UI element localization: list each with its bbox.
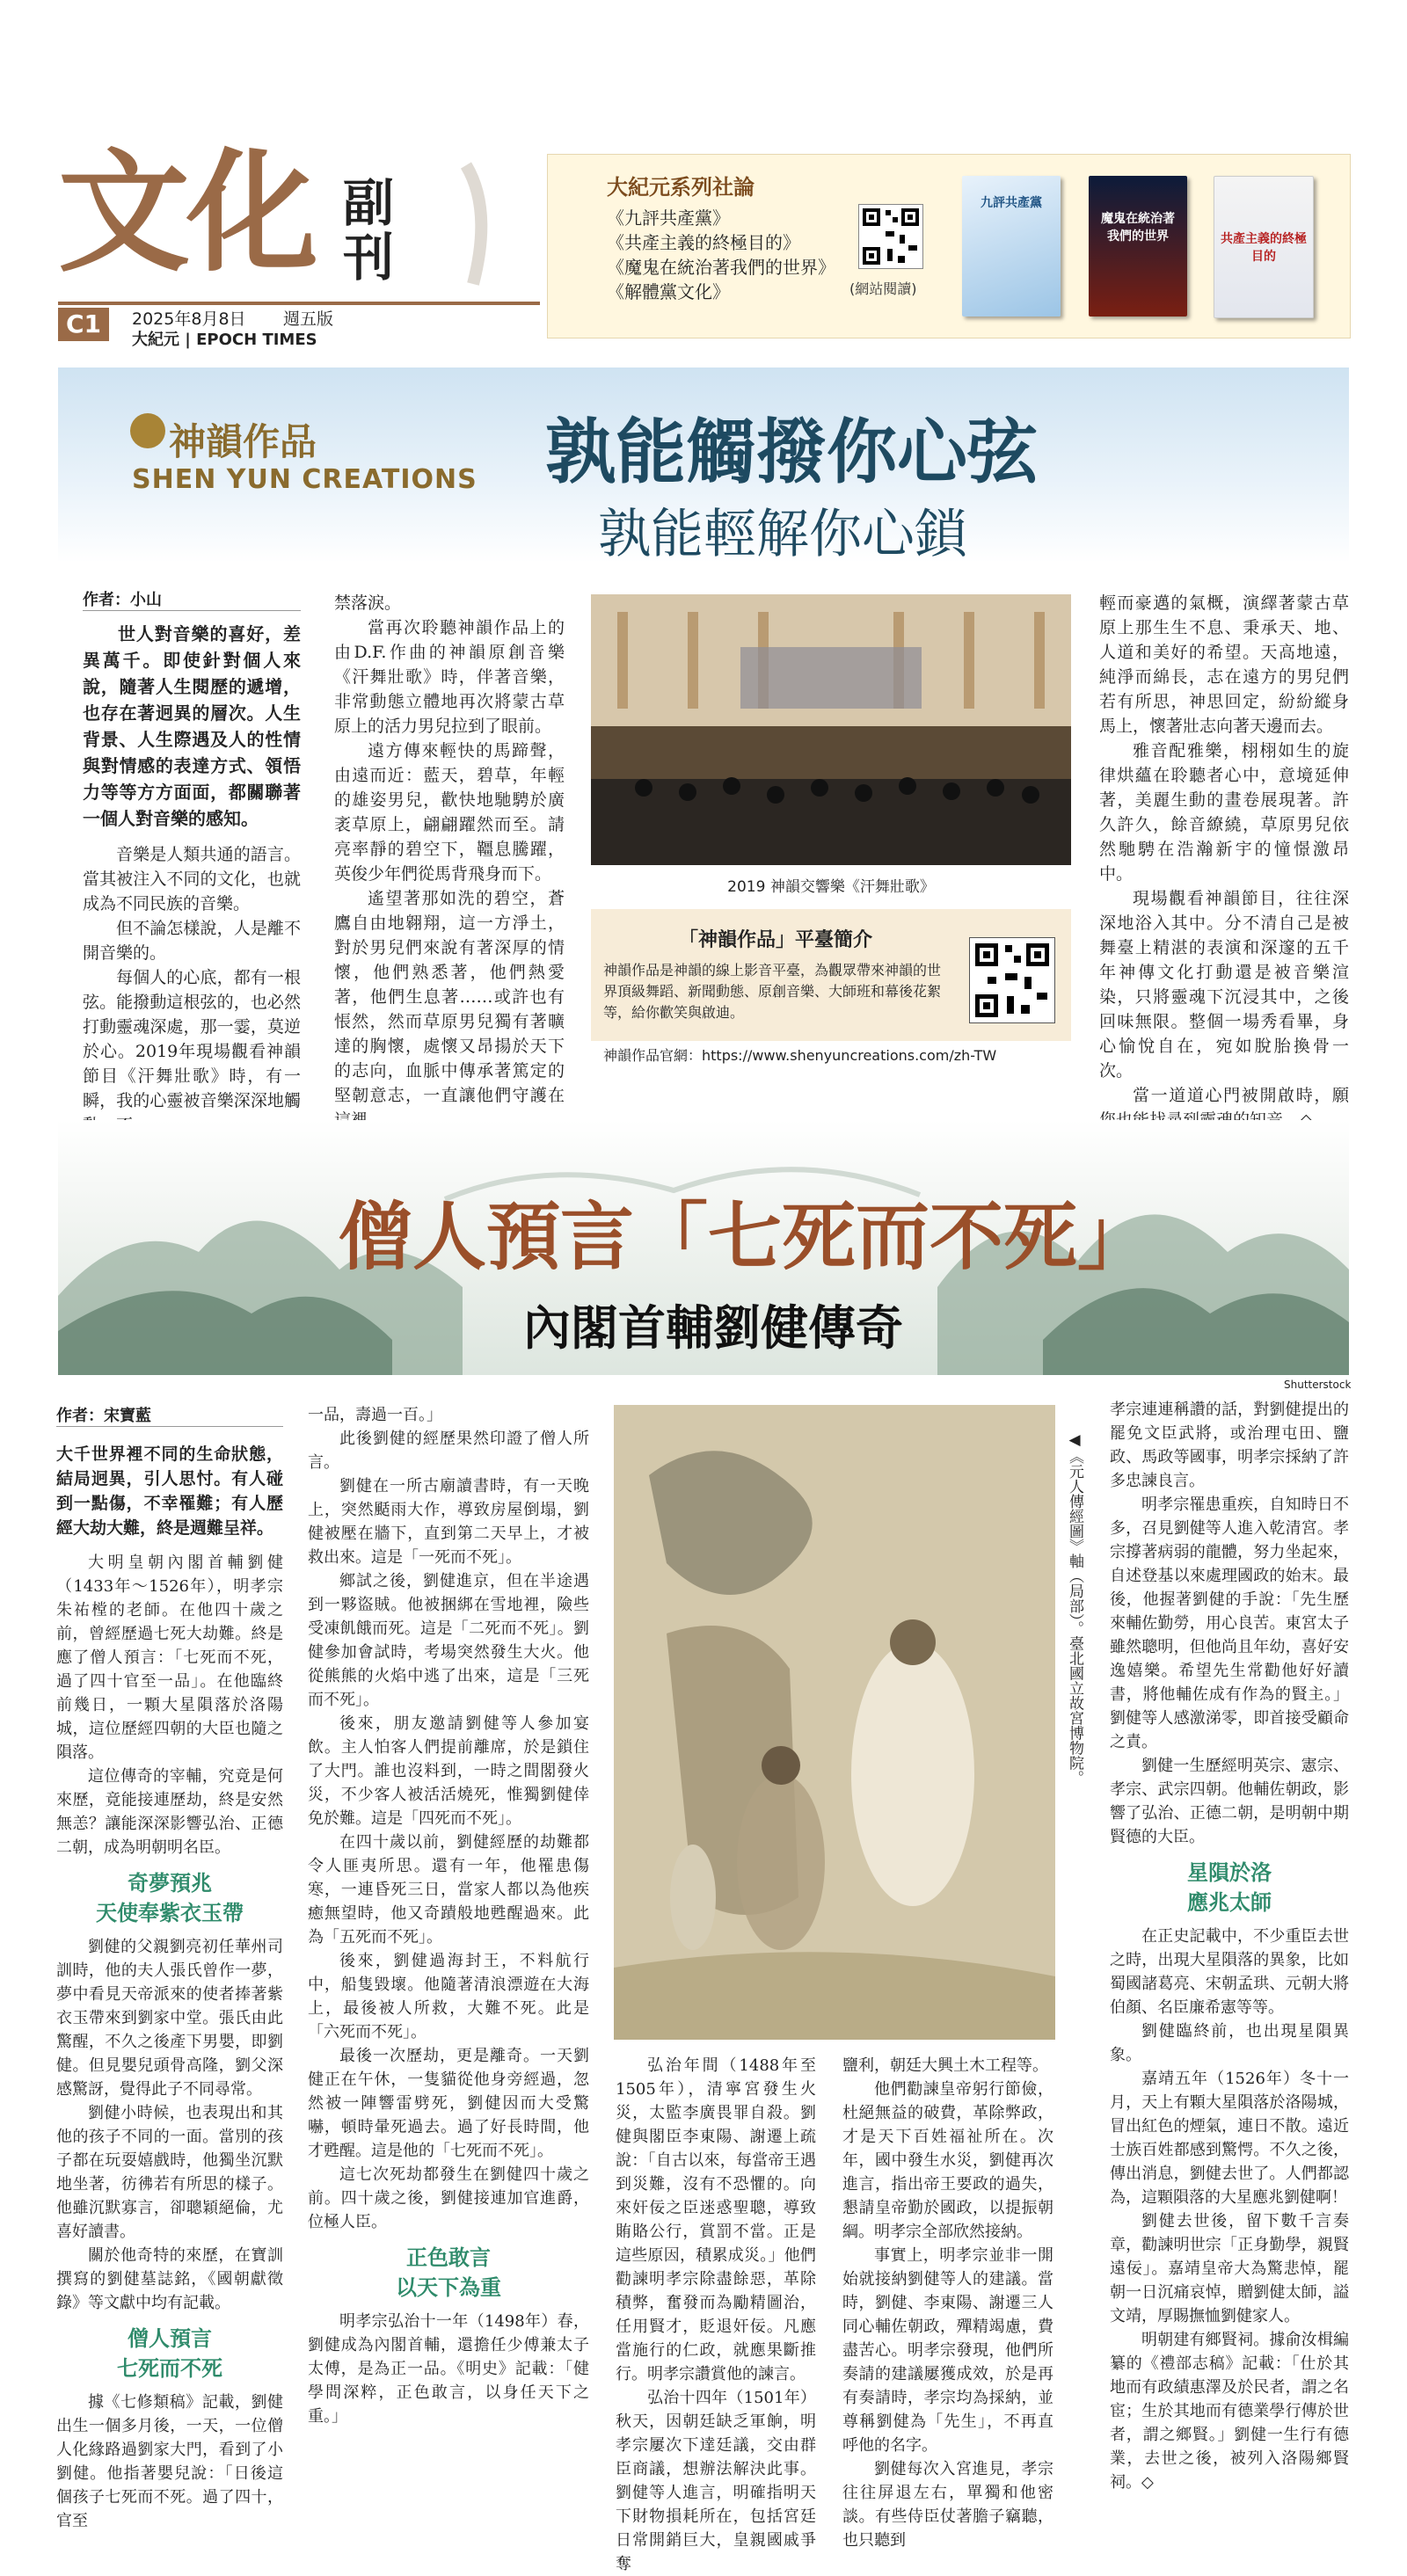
paragraph: 事實上，明孝宗並非一開始就接納劉健等人的建議。當時，劉健、李東陽、謝遷三人同心輔佐朝政，殫精竭慮，費盡苦心。明孝宗發現，他們所奏請的建議屢獲成效，於是再有奏請時，孝宗均為採納，並尊稱劉健為「先生」，不再直呼他的名字。 <box>842 2246 1053 2455</box>
subheading-line: 應兆太師 <box>1187 1890 1272 1915</box>
paragraph: 明孝宗弘治十一年（1498年）春，劉健成為內閣首輔，還擔任少傅兼太子太傅，是為正一品。《明史》記載：「健學問深粹，正色敢言，以身任天下之重。」 <box>308 2312 589 2426</box>
byline: 作者：小山 <box>83 591 162 609</box>
subheading-line: 七死而不死 <box>117 2356 222 2381</box>
painting-caption: ◀《元人傳經圖》軸（局部）。臺北國立故宮博物院。 <box>1066 1431 1083 1786</box>
section-subheading <box>1110 1858 1349 1917</box>
paragraph: 劉健一生歷經明英宗、憲宗、孝宗、武宗四朝。他輔佐朝政，影響了弘治、正德二朝，是明朝中期賢德的大臣。 <box>1110 1757 1349 1846</box>
ad-title: 大紀元系列社論 <box>607 175 755 200</box>
paragraph: 當一道道心門被開啟時，願 <box>1133 1086 1349 1105</box>
shenyun-headline: 孰能觸撥你心弦 <box>545 411 1038 493</box>
section-subheading <box>56 2324 283 2383</box>
article-column <box>1110 1398 1349 2494</box>
info-title: 「神韻作品」平臺簡介 <box>678 929 872 951</box>
paragraph: 現場觀看神韻節目，往往深深地浴入其中。分不清自己是被舞臺上精湛的表演和深邃的五千年神傳文化打動還是被音樂渲染，只將靈魂下沉浸其中，之後回味無限。整個一場秀看畢，身心愉悅自在，宛如脫胎換骨一次。 <box>1099 889 1349 1081</box>
paragraph: 每個人的心底，都有一根弦。能撥動這根弦的，也必然打動靈魂深處，那一霎，莫逆於心。2019年現場觀看神韻節目《汗舞壯歌》時，有一瞬，我的心靈被音樂深深地觸 <box>83 968 301 1110</box>
byline-rule <box>56 1426 283 1427</box>
article-column <box>1099 591 1349 1132</box>
article-column <box>308 1403 589 2428</box>
paper-name: 大紀元 | EPOCH TIMES <box>132 331 317 349</box>
paragraph: 雅音配雅樂，栩栩如生的旋律烘蘊在聆聽者心中，意境延伸著，美麗生動的畫卷展現著。許久許久，餘音繚繞，草原男兒依然馳騁在浩瀚新宇的憧憬激昂中。 <box>1099 741 1349 884</box>
paragraph: 弘治十四年（1501年）秋天，因朝廷缺乏軍餉，明孝宗屢次下達廷議，交由群臣商議，想辦法解決此事。劉健等人進言，明確指明天下財物損耗所在，包括宮廷日常開銷巨大，皇親國戚爭奪 <box>616 2389 816 2573</box>
paragraph: 最後一次歷劫，更是離奇。一天劉健正在午休，一隻貓從他身旁經過，忽然被一陣響雷劈死，劉健因而大受驚嚇，頓時暈死過去。過了好長時間，他才甦醒。這是他的「七死而不死」。 <box>308 2047 589 2160</box>
brush-stroke-decoration <box>457 156 501 288</box>
orchestra-photo <box>591 594 1071 865</box>
paragraph: 據《七修類稿》記載，劉健出生一個多月後，一天，一位僧人化緣路過劉家大門，看到了小劉健。他指著嬰兒說：「日後這個孩子七死而不死。過了四十，官至 <box>56 2393 283 2530</box>
issue-date: 2025年8月8日 <box>132 309 246 329</box>
paragraph: 後來，朋友邀請劉健等人參加宴飲。主人怕客人們提前離席，於是鎖住了大門。誰也沒料到，一時之間閣發火災，不少客人被活活燒死，惟獨劉健倖免於難。這是「四死而不死」。 <box>308 1714 589 1828</box>
paragraph: 明孝宗罹患重疾，自知時日不多，召見劉健等人進入乾清宮。孝宗撐著病弱的龍體，努力坐起來，自述登基以來處理國政的始末。最後，他握著劉健的手說：「先生歷來輔佐勤勞，用心良苦。東宮太子雖然聰明，但他尚且年幼，喜好安逸嬉樂。希望先生常勸他好好讀書，將他輔佐成有作為的賢主。」劉健等人感激涕零，即首接受顧命之責。 <box>1110 1495 1349 1751</box>
qr-caption: (網站閱讀) <box>849 280 917 297</box>
book-title: 魔鬼在統治著我們的世界 <box>1101 212 1175 244</box>
photo-caption: 2019 神韻交響樂《汗舞壯歌》 <box>727 878 935 896</box>
qr-code-icon[interactable] <box>969 937 1055 1023</box>
paragraph: 劉健去世後，留下數千言奏章，勸諫明世宗「正身勤學，親賢遠佞」。嘉靖皇帝大為驚悲悼，罷朝一日沉痛哀悼，贈劉健太師，謚文靖，厚賜撫恤劉健家人。 <box>1110 2212 1349 2325</box>
paragraph: 這七次死劫都發生在劉健四十歲之前。四十歲之後，劉健接連加官進爵，位極人臣。 <box>308 2165 589 2231</box>
article-headline: 僧人預言「七死而不死」 <box>339 1194 1152 1280</box>
section-title: 文化 <box>58 137 316 290</box>
article-column <box>56 1442 283 2533</box>
paragraph: 弘治年間（1488年至1505年），清寧宮發生火災，太監李廣畏罪自殺。劉健與閣臣李東陽、謝遷上疏說：「自古以來，每當帝王遇到災難，沒有不恐懼的。向來奸佞之臣迷惑聖聰，導致賄賂公行，賞罰不當。正是這些原因，積累成災。」他們勸諫明孝宗除盡餘惡，革除積弊，奮發而為勵精圖治，任用賢才，貶退奸佞。凡應當施行的仁政，就應果斷推行。明孝宗讚賞他的諫言。 <box>616 2056 816 2383</box>
info-website-link[interactable]: 神韻作品官網：https://www.shenyuncreations.com/zh-TW <box>603 1047 997 1064</box>
paragraph: 鄉試之後，劉健進京，但在半途遇到一夥盜賊。他被捆綁在雪地裡，險些受凍飢餓而死。這是「二死而不死」。劉健參加會試時，考場突然發生大火。他從熊熊的火焰中逃了出來，這是「三死而不死」。 <box>308 1572 589 1709</box>
paragraph: 劉健小時候，也表現出和其他的孩子不同的一面。當別的孩子都在玩耍嬉戲時，他獨坐沉默地坐著，彷彿若有所思的樣子。他雖沉默寡言，卻聰穎絕倫，尤喜好讀書。 <box>56 2104 283 2241</box>
paragraph: 輕而豪邁的氣概，演繹著蒙古草原上那生生不息、秉承天、地、人道和美好的希望。天高地遠，純淨而綿長，志在遠方的男兒們若有所思，神思回定，紛紛縱身馬上，懷著壯志向著天邊而去。 <box>1099 593 1349 736</box>
lead-paragraph: 大千世界裡不同的生命狀態，結局迥異，引人思忖。有人碰到一點傷，不幸罹難；有人歷經大劫大難，終是週難呈祥。 <box>56 1444 283 1538</box>
book-cover[interactable] <box>1089 176 1187 317</box>
ad-item[interactable]: 《解體黨文化》 <box>607 281 730 302</box>
ad-item[interactable]: 《九評共產黨》 <box>607 207 730 229</box>
subheading-line: 正色敢言 <box>406 2245 491 2270</box>
subheading-line: 奇夢預兆 <box>128 1871 212 1896</box>
subheading-line: 天使奉紫衣玉帶 <box>96 1901 244 1925</box>
section-subheading <box>56 1868 283 1928</box>
paragraph: 一品，壽過一百。」 <box>308 1406 442 1424</box>
image-credit: Shutterstock <box>1284 1379 1352 1391</box>
section-subheading <box>308 2243 589 2303</box>
book-cover[interactable] <box>1214 176 1314 318</box>
article-subheadline: 內閣首輔劉健傳奇 <box>523 1300 903 1356</box>
paragraph: 禁落淚。 <box>334 593 402 613</box>
paragraph: 此後劉健的經歷果然印證了僧人所言。 <box>308 1430 589 1472</box>
paragraph: 他們勸諫皇帝躬行節儉，杜絕無益的破費，革除弊政，才是天下百姓福祉所在。次年，國中發生水災，劉健再次進言，指出帝王要政的過失，懇請皇帝勤於國政，以提振朝綱。明孝宗全部欣然接納。 <box>842 2080 1053 2241</box>
shenyun-logo-icon <box>130 413 165 448</box>
paragraph: 音樂是人類共通的語言。當其被注入不同的文化，也就成為不同民族的音樂。 <box>83 845 301 913</box>
ad-item[interactable]: 《共產主義的終極目的》 <box>607 232 800 253</box>
lead-paragraph: 世人對音樂的喜好，差異萬千。即使針對個人來說，隨著人生閱歷的遞增，也存在著迥異的層次。人生背景、人生際遇及人的性情與對情感的表達方式、領悟力等等方方面面，都關聯著一個人對音樂的感知。 <box>83 623 301 829</box>
paragraph: 這位傳奇的宰輔，究竟是何來歷，竟能接連歷劫，終是安然無恙？讓能深深影響弘治、正德二朝，成為明朝明名臣。 <box>56 1767 283 1857</box>
paragraph: 在正史記載中，不少重臣去世之時，出現大星隕落的異象，比如蜀國諸葛亮、宋朝孟珙、元朝大將伯顏、名臣廉希憲等等。 <box>1110 1927 1349 2017</box>
paragraph: 關於他奇特的來歷，在寶訓撰寫的劉健墓誌銘，《國朝獻徵錄》等文獻中均有記載。 <box>56 2246 283 2312</box>
info-body: 神韻作品是神韻的線上影音平臺，為觀眾帶來神韻的世界頂級舞蹈、新聞動態、原創音樂、大師班和幕後花絮等，給你歡笑與啟迪。 <box>603 962 942 1021</box>
paragraph: 明朝建有鄉賢祠。據俞汝楫編纂的《禮部志稿》記載：「仕於其地而有政績惠澤及於民者，謂之名宦；生於其地而有德業學行傳於世者，謂之鄉賢。」劉健一生行有德業，去世之後，被列入洛陽鄉賢祠。◇ <box>1110 2331 1349 2492</box>
paragraph: 劉健在一所古廟讀書時，有一天晚上，突然颳雨大作，導致房屋倒塌，劉健被壓在牆下，直到第二天早上，才被救出來。這是「一死而不死」。 <box>308 1477 589 1567</box>
book-cover[interactable] <box>962 176 1061 317</box>
qr-code-icon[interactable] <box>858 204 923 269</box>
paragraph: 孝宗連連稱讚的話，對劉健提出的罷免文臣武將，或治理屯田、鹽政、馬政等國事，明孝宗採納了許多忠諫良言。 <box>1110 1401 1349 1490</box>
shenyun-logo-en: SHEN YUN CREATIONS <box>132 464 478 495</box>
paragraph: 遙望著那如洗的碧空，蒼鷹自由地翱翔，這一方淨土，對於男兒們來說有著深厚的情懷，他們熟悉著，他們熱愛著，他們生息著……或許也有悵然，然而草原男兒獨有著曠達的胸懷，處懷又昂揚於天下的志向，血脈中傳承著篤定的堅韌意志，一直讓他們守護在 <box>334 889 565 1105</box>
edition-label: 週五版 <box>283 309 334 329</box>
section-subtitle: 副刊 <box>342 173 394 287</box>
paragraph: 在四十歲以前，劉健經歷的劫難都令人匪夷所思。還有一年，他罹患傷寒，一連昏死三日，當家人都以為他疾癒無望時，他又奇蹟般地甦醒過來。此為「五死而不死」。 <box>308 1833 589 1947</box>
subheading-line: 以天下為重 <box>396 2275 501 2300</box>
article-column <box>616 2054 816 2576</box>
page-code: C1 <box>58 308 109 341</box>
painting-image <box>614 1405 1055 2040</box>
article-column <box>842 2054 1053 2552</box>
book-title: 九評共產黨 <box>981 196 1042 210</box>
paragraph: 劉健每次入宮進見，孝宗往往屏退左右，單獨和他密談。有些侍臣仗著膽子竊聽，也只聽到 <box>842 2460 1053 2550</box>
shenyun-logo-zh: 神韻作品 <box>169 420 317 463</box>
paragraph: 劉健的父親劉亮初任華州司訓時，他的夫人張氏曾作一夢，夢中看見天帝派來的使者捧著紫衣玉帶來到劉家中堂。張氏由此驚醒，不久之後產下男嬰，即劉健。但見嬰兒頭骨高隆，劉父深感驚訝，覺得此子不同尋常。 <box>56 1938 283 2099</box>
paragraph: 鹽利，朝廷大興土木工程等。 <box>842 2056 1048 2075</box>
paragraph: 後來，劉健過海封王，不料航行中，船隻毀壞。他隨著清浪漂遊在大海上，最後被人所救，大難不死。此是「六死而不死」。 <box>308 1952 589 2041</box>
ad-item[interactable]: 《魔鬼在統治著我們的世界》 <box>607 257 835 278</box>
paragraph: 當再次聆聽神韻作品上的由D.F.作曲的神韻原創音樂《汗舞壯歌》時，伴著音樂，非常動態立體地再次將蒙古草原上的活力男兒拉到了眼前。 <box>334 618 565 736</box>
header-rule <box>58 302 540 305</box>
book-title: 共產主義的終極目的 <box>1221 232 1307 264</box>
paragraph: 大明皇朝內閣首輔劉健（1433年～1526年），明孝宗朱祐樘的老師。在他四十歲之前，曾經歷過七死大劫難。終是應了僧人預言：「七死而不死，過了四十官至一品」。在他臨終前幾日，一顆大星隕落於洛陽城，這位歷經四朝的大臣也隨之隕落。 <box>56 1554 283 1762</box>
article-column <box>334 591 565 1182</box>
paragraph: 但不論怎樣說，人是離不開音樂的。 <box>83 919 301 963</box>
byline-rule <box>83 610 301 611</box>
paragraph: 遠方傳來輕快的馬蹄聲，由遠而近：藍天，碧草，年輕的雄姿男兒，歡快地馳騁於廣袤草原上，翩翩躍然而至。請亮率靜的碧空下，韁息騰躍，英俊少年們從馬背飛身而下。 <box>334 741 565 884</box>
paragraph: 嘉靖五年（1526年）冬十一月，天上有顆大星隕落於洛陽城，冒出紅色的煙氣，連日不散。遠近士族百姓都感到驚愕。不久之後，傳出消息，劉健去世了。人們都認為，這顆隕落的大星應兆劉健啊！ <box>1110 2070 1349 2207</box>
paragraph: 劉健臨終前，也出現星隕異象。 <box>1110 2022 1349 2064</box>
byline: 作者：宋寶藍 <box>56 1407 151 1425</box>
article-column <box>83 621 301 1138</box>
subheading-line: 星隕於洛 <box>1187 1860 1272 1885</box>
subheading-line: 僧人預言 <box>128 2326 212 2351</box>
shenyun-subheadline: 孰能輕解你心鎖 <box>598 504 967 565</box>
